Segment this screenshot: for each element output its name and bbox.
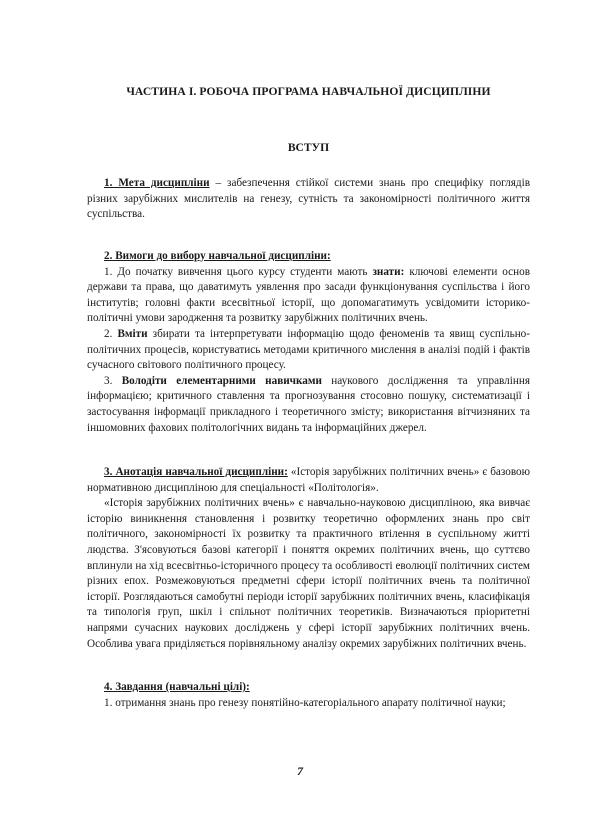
requirements-paragraph-1 [87,265,530,327]
requirements-2-lead: 2. [104,327,118,340]
requirements-1-text: ключові елементи основ держави та права, що даватимуть уявлення про засади функціонування суспільства і його інститутів; головні факти всесвітньої історії, що допомагатимуть усвідомити історико-політичні умови зародження та розвитку зарубіжних політичних вчень. [87,265,530,325]
requirements-paragraph-3 [87,374,530,436]
page-content [87,84,530,711]
goal-heading: 1. Мета дисципліни [104,177,210,190]
requirements-1-lead: 1. До початку вивчення цього курсу студенти мають [104,265,373,278]
tasks-heading-text: 4. Завдання (навчальні цілі): [104,681,250,694]
section-title: ВСТУП [287,140,330,154]
requirements-2-keyword: Вміти [117,327,148,340]
tasks-heading [87,680,530,696]
requirements-2-text: збирати та інтерпретувати інформацію щодо феноменів та явищ суспільно-політичних процесів, користуватись методами критичного мислення в аналізі подій і фактів сучасного світового політичного процесу. [87,327,531,372]
annotation-paragraph-2: «Історія зарубіжних політичних вчень» є навчально-науковою дисципліною, яка вивчає історію виникнення становлення і розвитку теоретично оформлених знань про світ політичного, закономірності їх розвитку та практичного втілення в суспільному житті людства. З'ясовуються базові категорії і поняття окремих політичних вчень, що суттєво вплинули на хід всесвітньо-історичного процесу та особливості еволюції політичних систем різних епох. Розмежовуються предметні сфери історії політичних вчень та політичної історії. Розглядаються самобутні періоди історії зарубіжних політичних вчень, класифікація та типологія груп, шкіл і спільнот політичних теоретиків. Визначаються пріоритетні напрями сучасних наукових досліджень у сфері історії зарубіжних політичних вчень. Особлива увага приділяється порівняльному аналізу окремих зарубіжних політичних вчень. [87,497,530,650]
goal-paragraph [87,176,530,223]
requirements-heading [87,249,530,265]
requirements-3-lead: 3. [104,374,122,387]
tasks-item-1: 1. отримання знань про генезу понятійно-категоріального апарату політичної науки; [104,696,506,709]
requirements-3-text: наукового дослідження та управління інформацією; критичного ставлення та прогнозування стосовно пошуку, систематизації і застосування інформації прикладного і теоретичного змісту; використання вітчизняних та іншомовних фахових політологічних видань та інформаційних джерел. [87,374,530,434]
annotation-heading: 3. Анотація навчальної дисципліни: [104,466,288,479]
annotation-text-1: «Історія зарубіжних політичних вчень» є базовою нормативною дисципліною для спеціальності «Політологія». [87,466,530,494]
part-title: ЧАСТИНА І. РОБОЧА ПРОГРАМА НАВЧАЛЬНОЇ ДИСЦИПЛІНИ [126,85,491,98]
page-number: 7 [297,764,303,778]
annotation-paragraph-1 [87,465,530,496]
requirements-heading-text: 2. Вимоги до вибору навчальної дисципліни: [104,249,331,262]
requirements-3-keyword: Володіти елементарними навичками [121,374,322,387]
requirements-paragraph-2 [87,327,530,374]
goal-text: – забезпечення стійкої системи знань про специфіку поглядів різних зарубіжних мислителів на генезу, сутність та закономірності політичного життя суспільства. [87,177,530,221]
requirements-1-keyword: знати: [372,265,405,278]
